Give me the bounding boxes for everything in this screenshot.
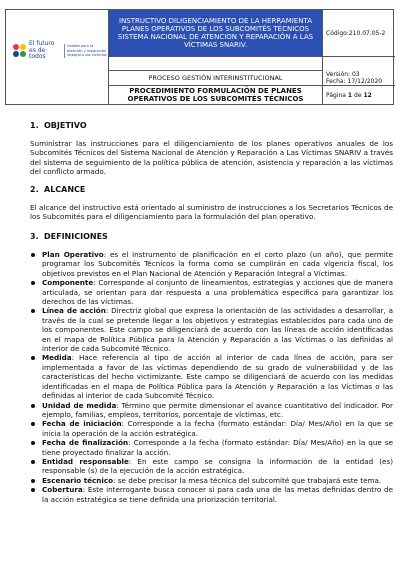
document-date: Fecha: 17/12/2020: [323, 78, 395, 86]
definition-term: Medida: [42, 353, 72, 363]
section-title: DEFINICIONES: [44, 232, 108, 241]
document-title: INSTRUCTIVO DILIGENCIAMIENTO DE LA HERRAMIENTA PLANES OPERATIVOS DE LOS SUBCOMITÉS TÉCNICOS SISTEMA NACIONAL DE ATENCION Y REPARACIÓN A LAS VÍCTIMAS SNARIV.: [109, 10, 322, 57]
page-current: 1: [347, 91, 353, 99]
definition-item: [30, 485, 393, 504]
definition-item: [30, 401, 393, 420]
institution-logo: [13, 41, 107, 61]
section-title: OBJETIVO: [44, 121, 87, 130]
definition-item: [30, 457, 393, 476]
procedure-title-line-1: PROCEDIMIENTO FORMULACIÓN DE PLANES: [129, 86, 302, 95]
definition-item: [30, 250, 393, 278]
definition-term: Escenario técnico: [42, 475, 114, 485]
section-heading-alcance: [30, 185, 85, 194]
definition-item: [30, 419, 393, 438]
definition-term: Fecha de iniciación: [42, 419, 122, 429]
section-number: 1.: [30, 121, 39, 130]
definition-term: Unidad de medida: [42, 400, 117, 410]
section-text-objetivo: Suministrar las instrucciones para el diligenciamiento de los planes operativos anuales de los Subcomités Técnicos del Sistema Nacional de Atención y Reparación a Las Víctimas SNARIV a través del sistema de seguimiento de la política pública de atención, asistencia y reparación a las víctimas del conflicto armado.: [30, 139, 393, 177]
definition-item: [30, 438, 393, 457]
definition-text: : Corresponde al conjunto de lineamientos, estrategias y acciones que de manera articulada, se orientan para dar respuesta a una problemática especifica para garantizar los derechos de las víctimas.: [42, 278, 393, 307]
page-total: 12: [363, 91, 372, 99]
document-code: Código:210.07.05-2: [323, 10, 395, 57]
definition-text: : es el instrumento de planificación en el corto plazo (un año), que permite programar los Subcomités Técnicos la forma como se cumplirán en cada vigencia fiscal, los objetivos previstos en el Plan Nacional de Atención y Reparación Integral a Víctimas.: [42, 250, 393, 278]
definition-text: : Hace referencia al tipo de acción al interior de cada línea de acción, para ser implementada a favor de las víctimas dependiendo de su grado de vulnerabilidad y de las características del hecho victimizante. Este campo se diligenciará de acuerdo con las medidas identificadas en el mapa de Política Pública para la Atención y Reparación a las Víctimas o las definidas al interior de cada Subcomité Técnico.: [42, 353, 393, 401]
logo-slogan: El futuro es de todos: [29, 40, 55, 60]
section-title: ALCANCE: [44, 185, 86, 194]
logo-separator: [64, 44, 65, 58]
document-version: Versión: 03: [326, 70, 360, 78]
definition-term: Fecha de finalización: [42, 438, 129, 448]
document-header: [5, 9, 394, 105]
definition-item: [30, 353, 393, 400]
procedure-title: [109, 86, 322, 104]
definition-term: Componente: [42, 278, 94, 288]
definition-term: Cobertura: [42, 485, 83, 495]
definition-item: [30, 306, 393, 353]
definition-item: [30, 278, 393, 306]
definition-text: : Este interrogante busca conocer si para cada una de las metas definidas dentro de la acción estratégica se tiene definida una priorización territorial.: [42, 485, 393, 504]
definition-text: : En este campo se consigna la información de la entidad (es) responsable (s) de la ejecución de la acción estratégica.: [42, 456, 393, 476]
definition-text: : Corresponde a la fecha (formato estándar: Día/ Mes/Año) en la que se inicia la operación de la acción estratégica.: [42, 419, 393, 438]
section-number: 2.: [30, 185, 39, 194]
definition-text: : Directriz global que expresa la orientación de las actividades a desarrollar, a través de la cual se pretende llegar a los objetivos y estrategias establecidos para cada uno de los componentes. Este campo se diligenciará de acuerdo con las líneas de acción identificadas en el mapa de Política Pública para la Atención y Reparación a las Víctimas o las definidas al interior de cada Subcomité Técnico.: [42, 306, 393, 354]
logo-entity-name: Unidad para la atención y reparación integral a las víctimas: [67, 44, 107, 57]
definition-item: [30, 476, 393, 485]
process-name: PROCESO GESTIÓN INTERINSTITUCIONAL: [109, 70, 322, 86]
definition-term: Línea de acción: [42, 306, 106, 316]
section-number: 3.: [30, 232, 39, 241]
procedure-title-line-2: OPERATIVOS DE LOS SUBCOMITÉS TÉCNICOS: [127, 95, 304, 103]
definition-text: : Corresponde a la fecha (formato estándar: Día/ Mes/Año) en la que se tiene proyectado finalizar la acción.: [42, 438, 393, 457]
definition-text: : Término que permite dimensionar el avance cuantitativo del indicador. Por ejemplo, familias, empleos, territorios, porcentaje de víctimas, etc.: [42, 400, 393, 419]
page-of: de: [354, 91, 362, 99]
definition-term: Entidad responsable: [42, 456, 129, 466]
document-meta: [322, 10, 395, 104]
logo-cell: [6, 10, 109, 104]
definition-term: Plan Operativo: [42, 250, 104, 259]
logo-mark-icon: [13, 44, 27, 58]
section-text-alcance: El alcance del instructivo está orientado al suministro de instrucciones a los Secretarios Técnicos de los Subcomités para el diligenciamiento para la formulación del plan operativo.: [30, 203, 393, 222]
section-heading-objetivo: [30, 121, 87, 130]
page-label: Página: [326, 91, 346, 99]
definition-text: : se debe precisar la mesa técnica del subcomité que trabajará este tema.: [113, 475, 382, 485]
section-heading-definiciones: [30, 232, 108, 241]
page-number: [323, 86, 395, 104]
definitions-list: [30, 250, 393, 504]
